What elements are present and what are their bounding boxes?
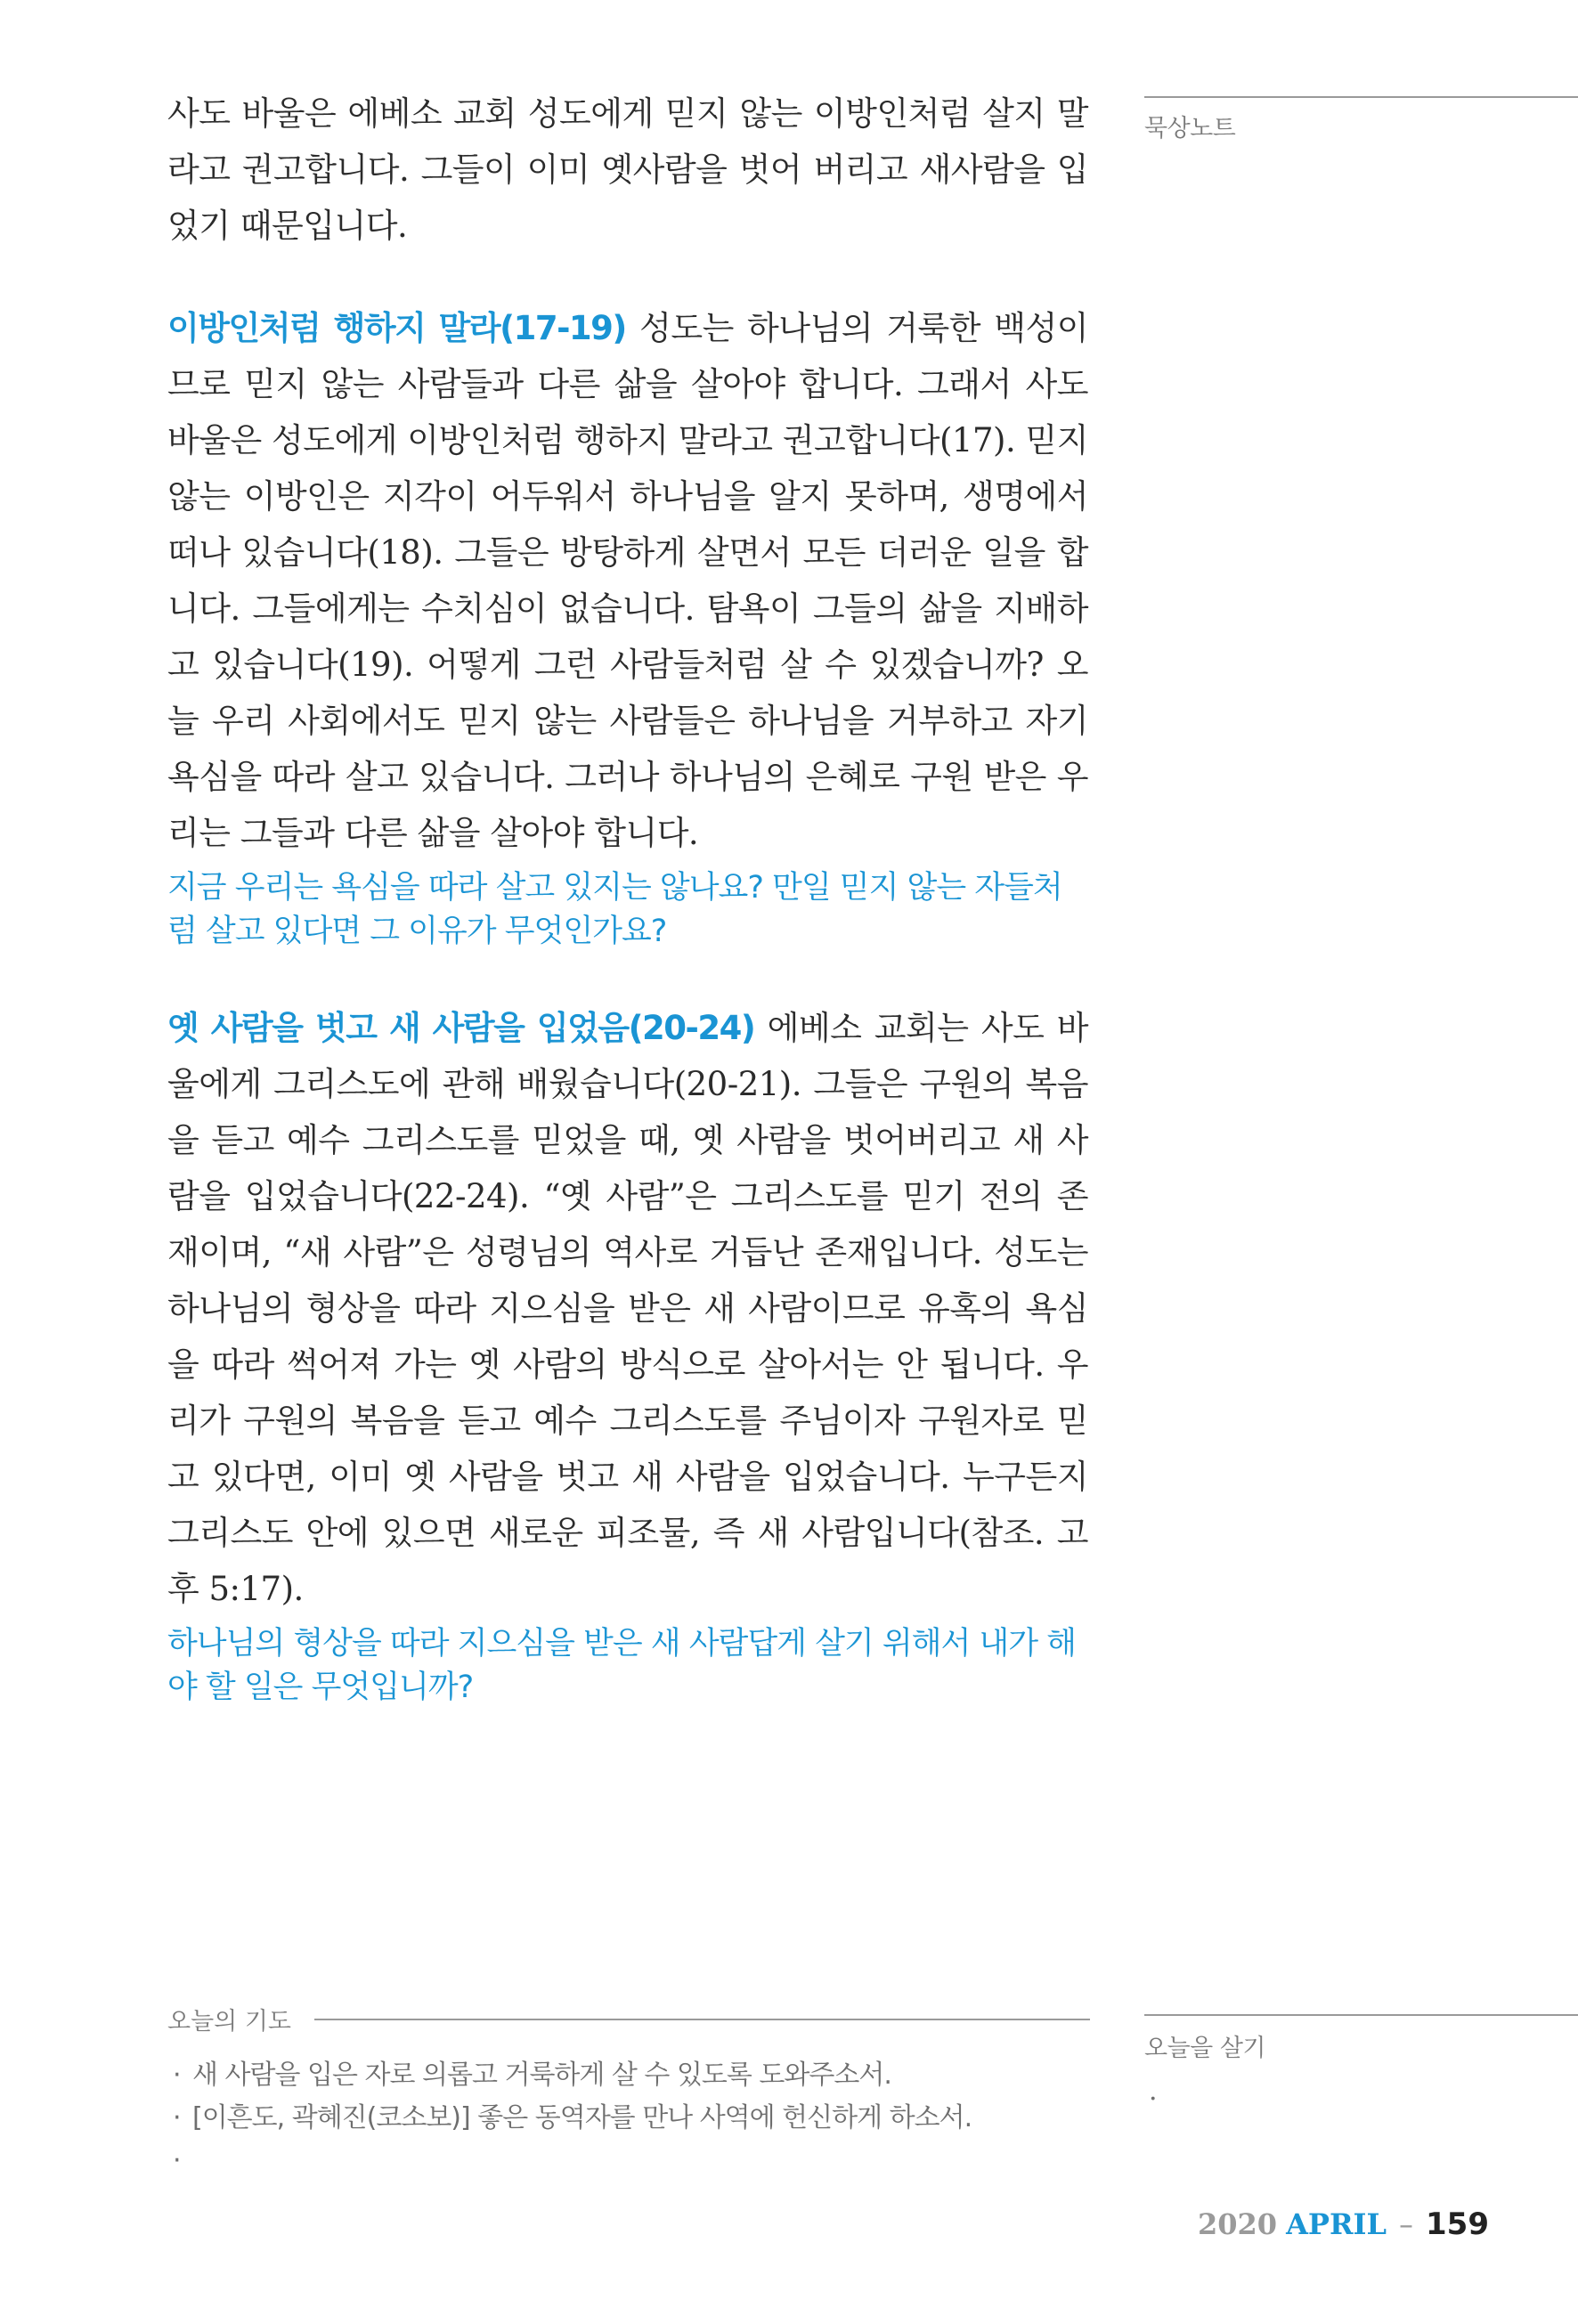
footer-month: APRIL [1286,2207,1387,2241]
page-number: 159 [1426,2206,1489,2242]
section1-heading: 이방인처럼 행하지 말라(17-19) [167,309,626,347]
section1-question: 지금 우리는 욕심을 따라 살고 있지는 않나요? 만일 믿지 않는 자들처럼 살고 있다면 그 이유가 무엇인가요? [167,870,1062,949]
section1-text: 성도는 하나님의 거룩한 백성이므로 믿지 않는 사람들과 다른 삶을 살아야 합니다. 그래서 사도 바울은 성도에게 이방인처럼 행하지 말라고 권고합니다(17). 믿지 않는 이방인은 지각이 어두워서 하나님을 알지 못하며, 생명에서 떠나 있습니다(18). 그들은 방탕하게 살면서 모든 더러운 일을 합니다. 그들에게는 수치심이 없습니다. 탐욕이 그들의 삶을 지배하고 있습니다(19). 어떻게 그런 사람들처럼 살 수 있겠습니까? 오늘 우리 사회에서도 믿지 않는 사람들은 하나님을 거부하고 자기 욕심을 따라 살고 있습니다. 그러나 하나님의 은혜로 구원 받은 우리는 그들과 다른 삶을 살아야 합니다. [167,309,1088,852]
prayer-title: 오늘의 기도 [167,2008,291,2036]
footer-year: 2020 [1198,2207,1278,2241]
live-today-rule [1144,2014,1578,2016]
sidebar-top-rule [1144,96,1578,98]
prayer-header [167,2002,1090,2036]
live-today-bullet: · [1149,2084,1158,2115]
footer-dash: – [1399,2207,1414,2241]
meditation-note-label: 묵상노트 [1144,115,1236,142]
section2-heading: 옛 사람을 벗고 새 사람을 입었음(20-24) [167,1009,755,1047]
prayer-section [167,2002,1090,2182]
section1-paragraph [167,300,1088,861]
section2-question: 하나님의 형상을 따라 지으심을 받은 새 사람답게 살기 위해서 내가 해야 할 일은 무엇입니까? [167,1626,1076,1705]
page-footer [1198,2206,1489,2242]
prayer-item: · [이흔도, 곽혜진(코소보)] 좋은 동역자를 만나 사역에 헌신하게 하소서. [167,2097,1090,2140]
prayer-list [167,2054,1090,2182]
prayer-item [167,2140,1090,2182]
section2-text: 에베소 교회는 사도 바울에게 그리스도에 관해 배웠습니다(20-21). 그들은 구원의 복음을 듣고 예수 그리스도를 믿었을 때, 옛 사람을 벗어버리고 새 사람을 입었습니다(22-24). “옛 사람”은 그리스도를 믿기 전의 존재이며, “새 사람”은 성령님의 역사로 거듭난 존재입니다. 성도는 하나님의 형상을 따라 지으심을 받은 새 사람이므로 유혹의 욕심을 따라 썩어져 가는 옛 사람의 방식으로 살아서는 안 됩니다. 우리가 구원의 복음을 듣고 예수 그리스도를 주님이자 구원자로 믿고 있다면, 이미 옛 사람을 벗고 새 사람을 입었습니다. 누구든지 그리스도 안에 있으면 새로운 피조물, 즉 새 사람입니다(참조. 고후 5:17). [167,1009,1088,1608]
section2-paragraph [167,1000,1088,1617]
main-content [167,85,1088,1710]
prayer-item: · 새 사람을 입은 자로 의롭고 거룩하게 살 수 있도록 도와주소서. [167,2054,1090,2097]
prayer-divider [314,2019,1090,2020]
intro-paragraph: 사도 바울은 에베소 교회 성도에게 믿지 않는 이방인처럼 살지 말라고 권고합니다. 그들이 이미 옛사람을 벗어 버리고 새사람을 입었기 때문입니다. [167,94,1088,245]
live-today-label: 오늘을 살기 [1144,2035,1265,2062]
